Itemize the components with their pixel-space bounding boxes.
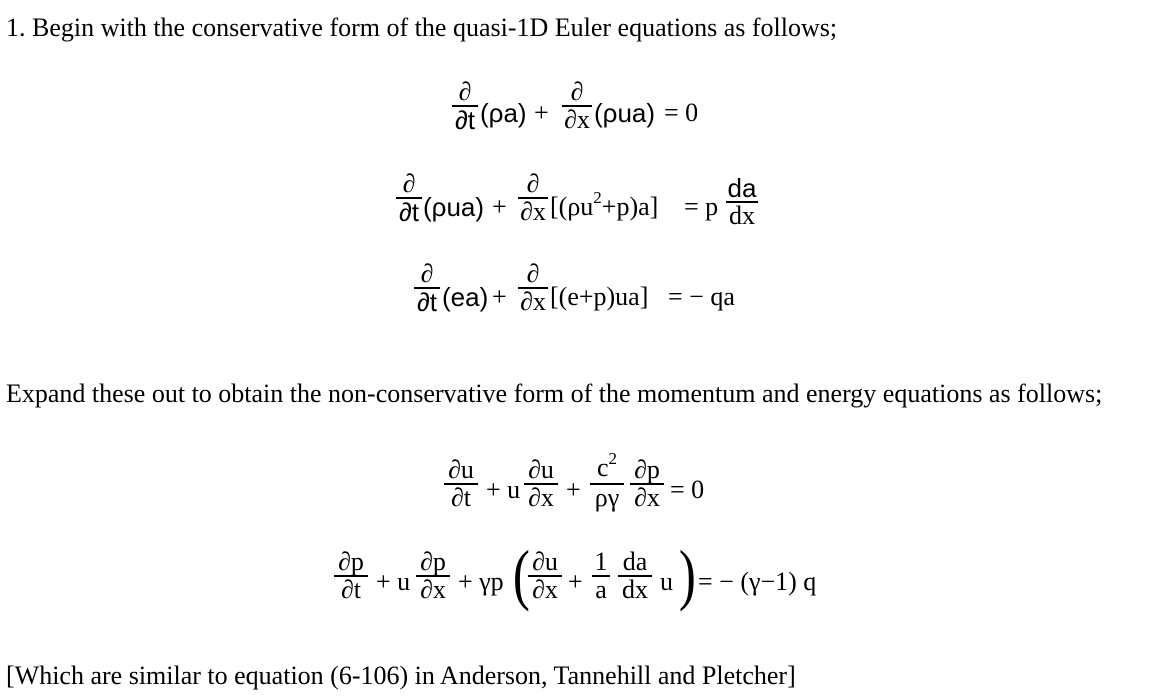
fraction-du-dx: ∂u ∂x [524,458,558,510]
plus-sign: + [492,192,507,221]
intro-text: 1. Begin with the conservative form of the quasi-1D Euler equations as follows; [6,13,838,42]
equals-p: = p [684,192,719,221]
fraction-du-dt: ∂u ∂t [444,458,478,510]
fraction-dp-dx: ∂p ∂x [630,458,664,510]
fraction-dp-dt: ∂p ∂t [334,550,368,602]
rhs-zero: = 0 [664,98,699,127]
fraction-1-a: 1 a [592,550,610,602]
fraction-d-dx: ∂ ∂x [518,262,548,314]
term-rho-u-a: (ρua) [423,192,485,222]
term-flux: [(e+p)ua] [550,282,649,311]
plus-u: + u [376,567,411,596]
u-factor: u [660,567,673,596]
plus-sign: + [492,282,507,311]
expand-text: Expand these out to obtain the non-conservative form of the momentum and energy equations as follows; [6,379,1103,408]
plus-sign: + [568,567,583,596]
fraction-d-dt: ∂ ∂t [396,172,422,224]
fraction-d-dt: ∂ ∂t [452,80,478,132]
right-paren: ) [678,536,696,612]
fraction-d-dx: ∂ ∂x [518,172,548,224]
plus-gamma-p: + γp [458,567,504,596]
term-rho-u-a: (ρua) [594,98,656,128]
rhs-minus-qa: = − qa [668,282,735,311]
fraction-du-dx: ∂u ∂x [528,550,562,602]
fraction-d-dx: ∂ ∂x [562,80,592,132]
term-e-a: (ea) [442,282,489,312]
rhs-zero: = 0 [670,475,705,504]
term-flux-open: $[(\rho u^2+p)a]$ [550,188,659,221]
fraction-d-dt: ∂ ∂t [414,262,440,314]
plus-u: + u [486,475,521,504]
fraction-da-dx: da dx [727,173,757,230]
fraction-dp-dx: ∂p ∂x [416,550,450,602]
rhs-gamma-q: = − (γ−1) q [698,567,817,596]
fraction-da-dx: da dx [618,550,652,602]
term-rho-a: (ρa) [480,98,527,128]
fraction-c2-pgamma: $c^2$ ργ [590,456,624,510]
left-paren: ( [512,536,530,612]
plus-sign: + [566,475,581,504]
reference-text: [Which are similar to equation (6-106) in Anderson, Tannehill and Pletcher] [6,661,796,690]
plus-sign: + [534,98,549,127]
